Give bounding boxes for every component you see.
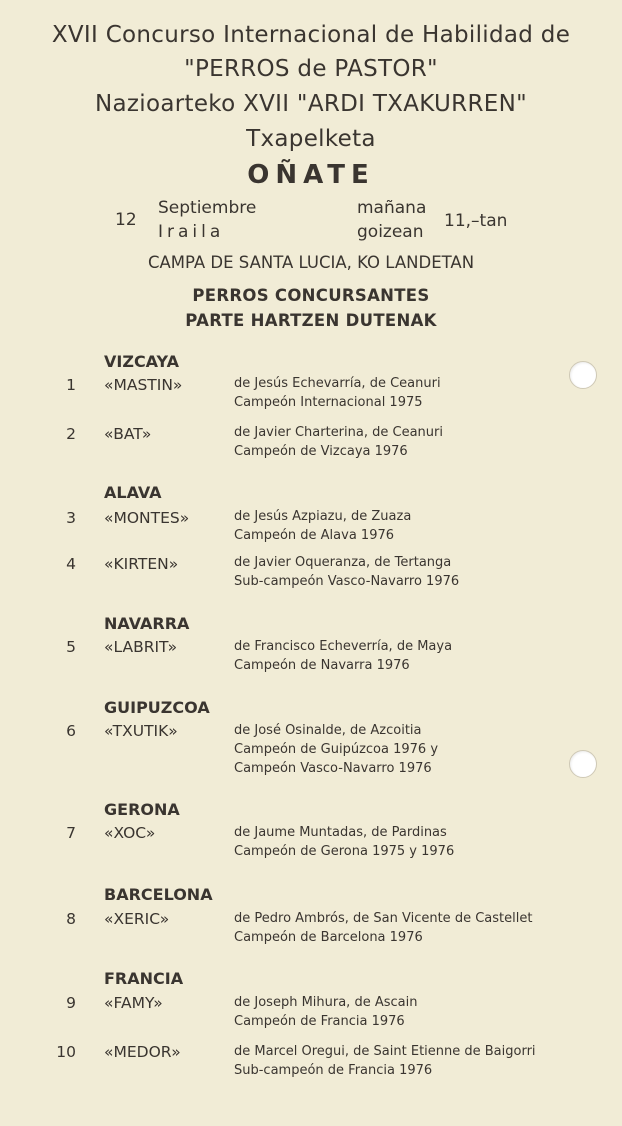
owner-line: de Jesús Azpiazu, de Zuaza	[234, 509, 412, 524]
entry-number: 2	[66, 425, 76, 443]
entry-number: 4	[66, 555, 76, 573]
entry-details	[234, 423, 604, 461]
venue: CAMPA DE SANTA LUCIA, KO LANDETAN	[147, 253, 475, 272]
section-heading-2: PARTE HARTZEN DUTENAK	[185, 311, 437, 330]
date-time-eu: goizean	[357, 222, 424, 242]
entry-details	[234, 721, 604, 778]
city-title: OÑATE	[247, 160, 375, 190]
entry-details	[234, 637, 604, 675]
region-gerona: GERONA	[104, 800, 180, 819]
dog-name: «FAMY»	[104, 994, 163, 1012]
owner-line: de Joseph Mihura, de Ascain	[234, 995, 418, 1010]
dog-name: «KIRTEN»	[104, 555, 179, 573]
title-line: Campeón de Alava 1976	[234, 528, 395, 543]
date-time-es: mañana	[357, 198, 427, 218]
title-line-2: "PERROS de PASTOR"	[184, 56, 438, 82]
owner-line: de Marcel Oregui, de Saint Etienne de Baigorri	[234, 1044, 536, 1059]
title-line: Campeón de Guipúzcoa 1976 y	[234, 742, 439, 757]
owner-line: de Francisco Echeverría, de Maya	[234, 639, 453, 654]
region-guipuzcoa: GUIPUZCOA	[104, 698, 210, 717]
owner-line: de Pedro Ambrós, de San Vicente de Castellet	[234, 911, 533, 926]
date-month-eu: Iraila	[158, 222, 225, 242]
region-barcelona: BARCELONA	[104, 885, 213, 904]
binder-hole	[569, 750, 597, 778]
entry-number: 8	[66, 910, 76, 928]
dog-name: «LABRIT»	[104, 638, 178, 656]
entry-details	[234, 553, 604, 591]
entry-number: 6	[66, 722, 76, 740]
entry-number: 10	[56, 1043, 76, 1061]
owner-line: de Jaume Muntadas, de Pardinas	[234, 825, 447, 840]
region-navarra: NAVARRA	[104, 614, 190, 633]
date-hour: 11,–tan	[444, 211, 508, 231]
dog-name: «XOC»	[104, 824, 156, 842]
entry-number: 5	[66, 638, 76, 656]
owner-line: de Javier Charterina, de Ceanuri	[234, 425, 443, 440]
region-vizcaya: VIZCAYA	[104, 352, 179, 371]
owner-line: de Javier Oqueranza, de Tertanga	[234, 555, 452, 570]
entry-number: 9	[66, 994, 76, 1012]
binder-hole	[569, 361, 597, 389]
dog-name: «TXUTIK»	[104, 722, 178, 740]
title-line: Sub-campeón de Francia 1976	[234, 1063, 433, 1078]
title-line: Campeón de Navarra 1976	[234, 658, 410, 673]
dog-name: «XERIC»	[104, 910, 170, 928]
title-line: Campeón de Barcelona 1976	[234, 930, 423, 945]
section-heading-1: PERROS CONCURSANTES	[192, 286, 430, 305]
entry-details	[234, 374, 604, 412]
entry-details	[234, 1042, 604, 1080]
entry-details	[234, 507, 604, 545]
entry-details	[234, 823, 604, 861]
title-line: Campeón de Vizcaya 1976	[234, 444, 408, 459]
title-line: Sub-campeón Vasco-Navarro 1976	[234, 574, 460, 589]
entry-details	[234, 909, 604, 947]
title-line: Campeón Vasco-Navarro 1976	[234, 761, 432, 776]
entry-number: 1	[66, 376, 76, 394]
dog-name: «MASTIN»	[104, 376, 183, 394]
title-line-3: Nazioarteko XVII "ARDI TXAKURREN"	[95, 91, 527, 117]
title-line-1: XVII Concurso Internacional de Habilidad de	[51, 22, 571, 48]
dog-name: «BAT»	[104, 425, 152, 443]
date-day: 12	[115, 210, 137, 230]
title-line: Campeón de Francia 1976	[234, 1014, 405, 1029]
date-month-es: Septiembre	[158, 198, 257, 218]
dog-name: «MONTES»	[104, 509, 190, 527]
entry-details	[234, 993, 604, 1031]
entry-number: 3	[66, 509, 76, 527]
region-alava: ALAVA	[104, 483, 162, 502]
title-line: Campeón Internacional 1975	[234, 395, 423, 410]
owner-line: de José Osinalde, de Azcoitia	[234, 723, 422, 738]
region-francia: FRANCIA	[104, 969, 184, 988]
title-line: Campeón de Gerona 1975 y 1976	[234, 844, 455, 859]
owner-line: de Jesús Echevarría, de Ceanuri	[234, 376, 441, 391]
dog-name: «MEDOR»	[104, 1043, 181, 1061]
entry-number: 7	[66, 824, 76, 842]
title-line-4: Txapelketa	[246, 126, 376, 152]
